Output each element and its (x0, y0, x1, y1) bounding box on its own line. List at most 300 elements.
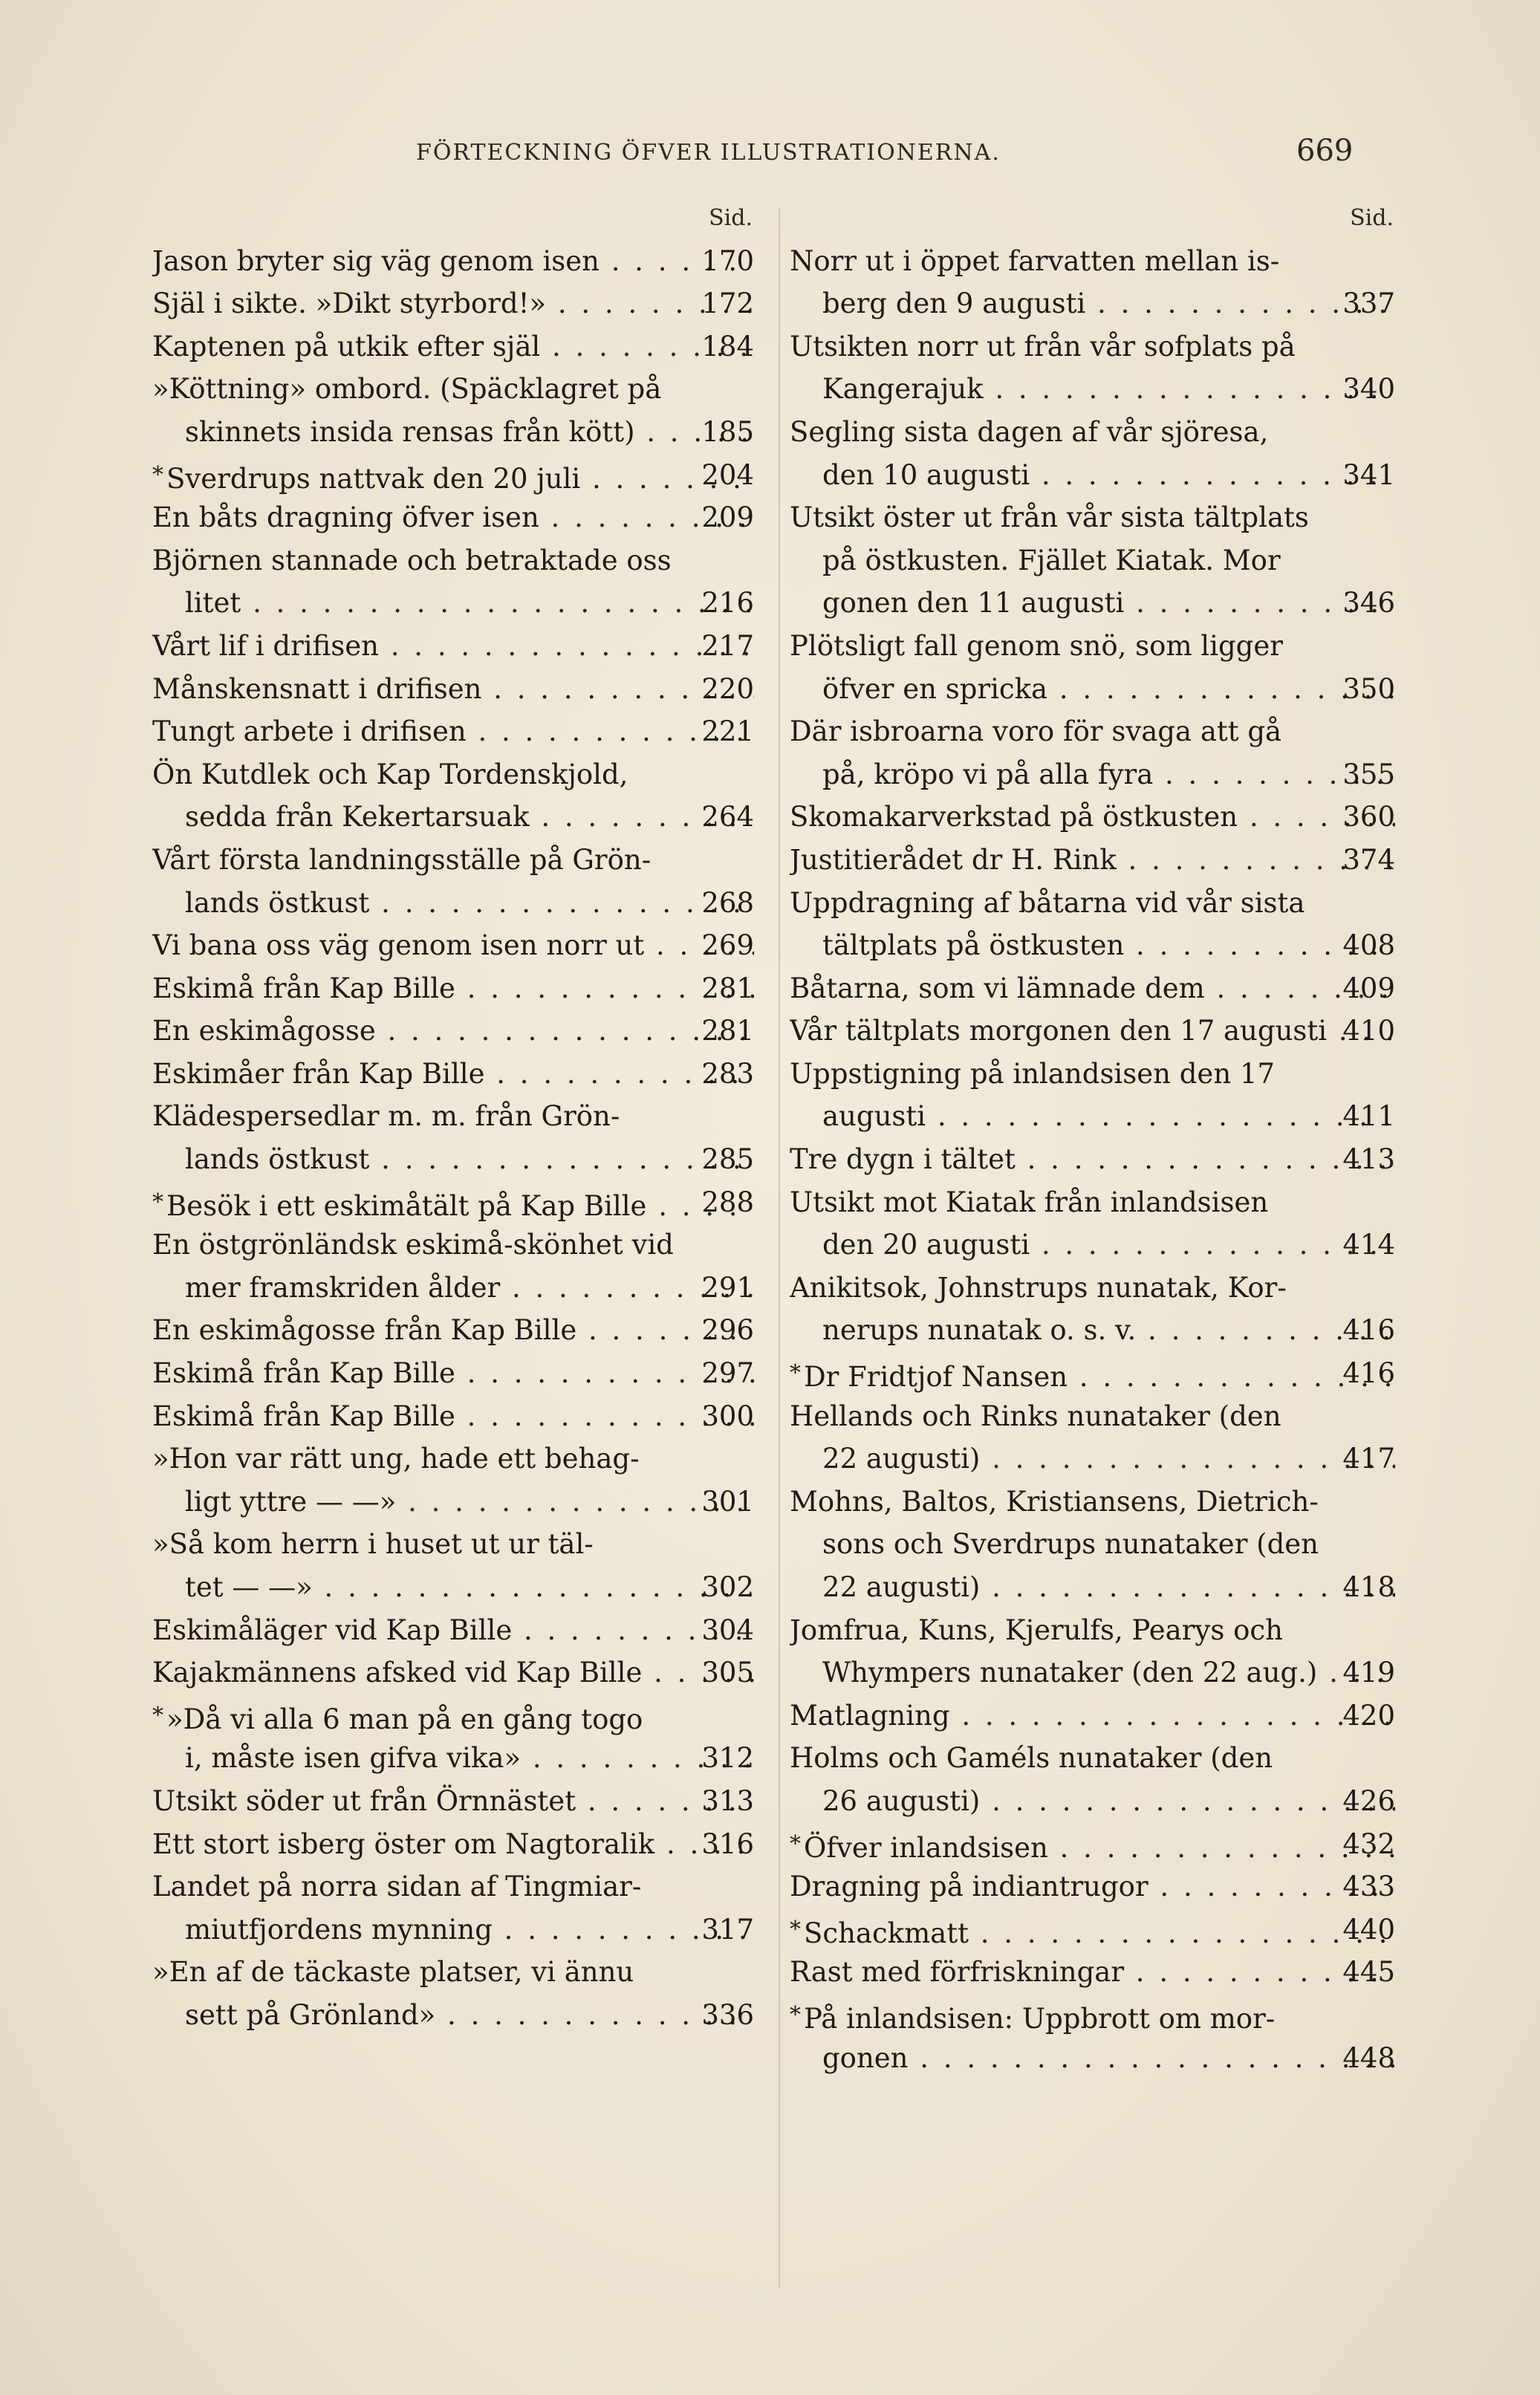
entry-title: Skomakarverkstad på östkusten (790, 801, 1238, 833)
entry-line (790, 325, 1395, 368)
entry-title: öfver en spricka (822, 672, 1048, 705)
page-reference: 408 (1342, 929, 1395, 962)
entry-line (152, 796, 754, 839)
illustration-entry (790, 882, 1395, 967)
illustration-entry (152, 839, 754, 924)
illustration-entry (152, 539, 754, 625)
entry-title: sedda från Kekertarsuak (185, 801, 530, 833)
page-reference: 317 (701, 1913, 754, 1946)
entry-line (790, 1994, 1395, 2037)
entry-line (790, 668, 1395, 711)
entry-title: Justitierådet dr H. Rink (790, 843, 1117, 876)
entry-line (790, 882, 1395, 925)
asterisk-mark: * (152, 1702, 163, 1729)
page-reference: 221 (701, 715, 754, 748)
page-reference: 312 (701, 1742, 754, 1775)
entry-line (152, 282, 754, 325)
entry-line (152, 411, 754, 454)
entry-title: Båtarna, som vi lämnade dem (790, 972, 1205, 1004)
entry-title: Utsikten norr ut från vår sofplats på (790, 330, 1296, 363)
entry-title: augusti (822, 1100, 926, 1133)
entry-line (790, 1908, 1395, 1952)
entry-title: Schackmatt (804, 1917, 969, 1949)
asterisk-mark: * (790, 1360, 801, 1387)
illustration-entry (152, 368, 754, 453)
entry-line (152, 368, 754, 411)
page-reference: 419 (1342, 1657, 1395, 1689)
page-reference: 268 (701, 886, 754, 919)
entry-title: miutfjordens mynning (185, 1913, 493, 1946)
entry-title: Själ i sikte. »Dikt styrbord!» (152, 287, 547, 320)
entry-line (790, 1395, 1395, 1438)
entry-title: En eskimågosse från Kap Bille (152, 1314, 577, 1347)
entry-title: Ön Kutdlek och Kap Tordenskjold, (152, 758, 628, 790)
illustration-entry (152, 1395, 754, 1438)
asterisk-mark: * (790, 1916, 801, 1943)
page-reference: 374 (1342, 843, 1395, 876)
page-reference: 433 (1342, 1871, 1395, 1903)
entry-title: lands östkust (185, 886, 370, 919)
asterisk-mark: * (790, 2001, 801, 2028)
left-column (152, 197, 754, 2037)
illustration-entry (152, 1651, 754, 1694)
column-divider (779, 208, 780, 2288)
page-reference: 220 (701, 672, 754, 705)
entry-title: Utsikt mot Kiatak från inlandsisen (790, 1186, 1269, 1218)
page-reference: 291 (701, 1271, 754, 1304)
entry-line (152, 1267, 754, 1310)
page-reference: 346 (1342, 587, 1395, 620)
entry-line (152, 1651, 754, 1694)
entry-title: nerups nunatak o. s. v. (822, 1314, 1137, 1347)
page-reference: 418 (1342, 1571, 1395, 1603)
entry-line (152, 753, 754, 796)
entry-title: Ett stort isberg öster om Nagtoralik (152, 1827, 655, 1860)
entry-title: Månskensnatt i drifisen (152, 672, 482, 705)
entry-line (790, 1481, 1395, 1524)
page-reference: 285 (701, 1143, 754, 1176)
page-reference: 420 (1342, 1699, 1395, 1732)
entry-line (790, 1865, 1395, 1908)
entry-line (790, 967, 1395, 1010)
entry-title: Vi bana oss väg genom isen norr ut (152, 929, 645, 962)
entry-line (152, 240, 754, 283)
illustration-entry (152, 282, 754, 325)
entry-line (790, 1951, 1395, 1994)
illustration-entry (152, 1053, 754, 1096)
illustration-entry (152, 1823, 754, 1866)
entry-title: »Då vi alla 6 man på en gång togo (166, 1703, 643, 1735)
entry-title: Dragning på indiantrugor (790, 1871, 1148, 1903)
page-reference: 413 (1342, 1143, 1395, 1176)
entry-title: Uppstigning på inlandsisen den 17 (790, 1057, 1275, 1090)
entry-title: Vår tältplats morgonen den 17 augusti (790, 1015, 1328, 1047)
page-reference: 445 (1342, 1956, 1395, 1989)
page-reference: 288 (701, 1186, 754, 1218)
entry-title: Landet på norra sidan af Tingmiar- (152, 1871, 642, 1903)
entry-line (152, 668, 754, 711)
asterisk-mark: * (152, 1189, 163, 1215)
entry-title: tet — —» (185, 1571, 313, 1603)
illustration-entry (152, 1437, 754, 1523)
entry-line (790, 1523, 1395, 1566)
entry-title: Whympers nunataker (den 22 aug.) (822, 1657, 1318, 1689)
entry-title: »Köttning» ombord. (Späcklagret på (152, 373, 662, 406)
illustration-entry (790, 1481, 1395, 1609)
illustration-entry (790, 710, 1395, 796)
entry-line (790, 1224, 1395, 1267)
entry-title: sons och Sverdrups nunataker (den (822, 1528, 1319, 1561)
entry-line (790, 1780, 1395, 1823)
entry-title: gonen den 11 augusti (822, 587, 1125, 620)
page-reference: 305 (701, 1657, 754, 1689)
illustration-entry (790, 1138, 1395, 1181)
page-reference: 417 (1342, 1443, 1395, 1475)
entry-line (790, 1352, 1395, 1395)
entry-title: Holms och Gaméls nunataker (den (790, 1742, 1273, 1775)
entry-line (152, 1053, 754, 1096)
entry-title: Björnen stannade och betraktade oss (152, 544, 672, 576)
entry-line (152, 1352, 754, 1395)
entry-line (152, 1095, 754, 1138)
entry-title: Dr Fridtjof Nansen (804, 1361, 1068, 1394)
page-reference: 281 (701, 1015, 754, 1047)
entry-line (152, 882, 754, 925)
entry-title: Kaptenen på utkik efter själ (152, 330, 541, 363)
entry-title: sett på Grönland» (185, 1998, 436, 2031)
entry-line (152, 839, 754, 882)
entry-line (790, 368, 1395, 411)
entry-line (152, 539, 754, 582)
entry-line (152, 1138, 754, 1181)
entry-line (790, 1053, 1395, 1096)
running-title: FÖRTECKNING ÖFVER ILLUSTRATIONERNA. (416, 140, 1001, 166)
page-reference: 440 (1342, 1913, 1395, 1946)
entry-line (152, 924, 754, 967)
illustration-entry (790, 325, 1395, 411)
entry-title: På inlandsisen: Uppbrott om mor- (804, 2002, 1276, 2035)
illustration-entry (790, 1267, 1395, 1352)
entry-title: Uppdragning af båtarna vid vår sista (790, 886, 1305, 919)
illustration-entry (152, 625, 754, 668)
asterisk-mark: * (790, 1830, 801, 1857)
illustration-entry (152, 1352, 754, 1395)
entry-line (152, 1481, 754, 1524)
entry-title: Anikitsok, Johnstrups nunatak, Kor- (790, 1271, 1287, 1304)
entry-line (152, 1609, 754, 1652)
entry-list (790, 240, 1395, 2080)
illustration-entry (152, 496, 754, 539)
entry-line (152, 1566, 754, 1609)
page-reference: 336 (701, 1998, 754, 2031)
entry-line (790, 1823, 1395, 1866)
page-reference: 355 (1342, 758, 1395, 790)
entry-line (790, 2037, 1395, 2080)
entry-line (152, 1694, 754, 1738)
entry-title: »Så kom herrn i huset ut ur täl- (152, 1528, 594, 1561)
illustration-entry (790, 1352, 1395, 1395)
page-reference: 297 (701, 1357, 754, 1390)
page-number: 669 (1296, 134, 1354, 168)
page-reference: 416 (1342, 1357, 1395, 1390)
illustration-entry (152, 325, 754, 368)
entry-line (152, 1224, 754, 1267)
entry-line (152, 625, 754, 668)
illustration-entry (152, 1095, 754, 1180)
illustration-entry (790, 625, 1395, 710)
entry-line (152, 1780, 754, 1823)
page-reference: 300 (701, 1400, 754, 1432)
page-reference: 170 (701, 244, 754, 277)
entry-title: 22 augusti) (822, 1443, 981, 1475)
entry-list (152, 240, 754, 2037)
entry-line (790, 1566, 1395, 1609)
entry-title: Hellands och Rinks nunataker (den (790, 1400, 1281, 1432)
entry-title: Klädespersedlar m. m. från Grön- (152, 1100, 620, 1133)
page-reference: 281 (701, 972, 754, 1004)
illustration-entry (152, 967, 754, 1010)
entry-title: Tungt arbete i drifisen (152, 715, 467, 748)
entry-title: Eskimåläger vid Kap Bille (152, 1614, 513, 1646)
sid-label: Sid. (709, 205, 753, 231)
page-reference: 296 (701, 1314, 754, 1347)
entry-title: på, kröpo vi på alla fyra (822, 758, 1154, 790)
page-reference: 185 (701, 415, 754, 448)
illustration-entry (152, 1224, 754, 1309)
entry-title: Vårt lif i drifisen (152, 629, 380, 662)
page-reference: 217 (701, 629, 754, 662)
entry-title: på östkusten. Fjället Kiatak. Mor (822, 544, 1281, 576)
illustration-entry (790, 1609, 1395, 1694)
entry-title: Tre dygn i tältet (790, 1143, 1016, 1176)
entry-line (152, 454, 754, 497)
illustration-entry (152, 454, 754, 497)
entry-line (152, 1823, 754, 1866)
entry-title: Kajakmännens afsked vid Kap Bille (152, 1657, 643, 1689)
entry-title: Eskimå från Kap Bille (152, 1400, 455, 1432)
entry-line (790, 625, 1395, 668)
page-reference: 269 (701, 929, 754, 962)
illustration-entry (790, 839, 1395, 882)
page-reference: 340 (1342, 373, 1395, 406)
page-reference: 209 (701, 501, 754, 534)
illustration-entry (152, 1523, 754, 1608)
illustration-entry (152, 1181, 754, 1224)
entry-title: ligt yttre — —» (185, 1485, 397, 1518)
entry-title: Rast med förfriskningar (790, 1956, 1125, 1989)
entry-line (152, 1181, 754, 1224)
illustration-entry (790, 1737, 1395, 1822)
entry-title: »En af de täckaste platser, vi ännu (152, 1956, 634, 1989)
page-reference: 411 (1342, 1100, 1395, 1133)
illustration-entry (790, 1951, 1395, 1994)
entry-line (790, 582, 1395, 625)
entry-line (790, 1267, 1395, 1310)
entry-title: Jason bryter sig väg genom isen (152, 244, 600, 277)
entry-title: Jomfrua, Kuns, Kjerulfs, Pearys och (790, 1614, 1283, 1646)
entry-line (152, 1523, 754, 1566)
entry-line (790, 539, 1395, 582)
entry-title: litet (185, 587, 241, 620)
illustration-entry (152, 710, 754, 753)
page-reference: 184 (701, 330, 754, 363)
entry-line (152, 1994, 754, 2037)
entry-line (790, 1609, 1395, 1652)
entry-line (790, 1737, 1395, 1780)
asterisk-mark: * (152, 461, 163, 488)
entry-title: Plötsligt fall genom snö, som ligger (790, 629, 1283, 662)
entry-line (152, 582, 754, 625)
entry-line (152, 1908, 754, 1952)
entry-line (152, 1951, 754, 1994)
entry-title: 22 augusti) (822, 1571, 981, 1603)
entry-line (790, 1437, 1395, 1481)
page-reference: 172 (701, 287, 754, 320)
illustration-entry (790, 796, 1395, 839)
page-reference: 216 (701, 587, 754, 620)
illustration-entry (790, 1994, 1395, 2079)
entry-line (790, 839, 1395, 882)
page-reference: 283 (701, 1057, 754, 1090)
illustration-entry (790, 411, 1395, 496)
page-reference: 204 (701, 458, 754, 491)
entry-title: Eskimå från Kap Bille (152, 1357, 455, 1390)
page-reference: 448 (1342, 2041, 1395, 2074)
entry-title: tältplats på östkusten (822, 929, 1125, 962)
page-reference: 360 (1342, 801, 1395, 833)
entry-title: lands östkust (185, 1143, 370, 1176)
entry-title: Eskimåer från Kap Bille (152, 1057, 485, 1090)
illustration-entry (152, 1865, 754, 1951)
entry-line (152, 1010, 754, 1053)
entry-title: En eskimågosse (152, 1015, 376, 1047)
illustration-entry (152, 1010, 754, 1053)
entry-title: den 20 augusti (822, 1229, 1030, 1261)
entry-line (790, 454, 1395, 497)
page-reference: 302 (701, 1571, 754, 1603)
entry-title: mer framskriden ålder (185, 1271, 501, 1304)
illustration-entry (790, 1053, 1395, 1138)
entry-line (790, 411, 1395, 454)
entry-title: Utsikt öster ut från vår sista tältplats (790, 501, 1309, 534)
entry-line (790, 1138, 1395, 1181)
entry-title: 26 augusti) (822, 1784, 981, 1817)
entry-title: den 10 augusti (822, 458, 1030, 491)
entry-line (790, 796, 1395, 839)
entry-line (152, 1395, 754, 1438)
illustration-entry (152, 924, 754, 967)
page-reference: 410 (1342, 1015, 1395, 1047)
illustration-entry (790, 1865, 1395, 1908)
entry-line (790, 1651, 1395, 1694)
entry-line (790, 710, 1395, 753)
entry-title: Vårt första landningsställe på Grön- (152, 843, 652, 876)
right-column (790, 197, 1395, 2079)
entry-title: Där isbroarna voro för svaga att gå (790, 715, 1282, 748)
page-reference: 337 (1342, 287, 1395, 320)
entry-line (790, 282, 1395, 325)
illustration-entry (790, 1010, 1395, 1053)
entry-title: Sverdrups nattvak den 20 juli (166, 462, 581, 495)
page-reference: 304 (701, 1614, 754, 1646)
illustration-entry (790, 240, 1395, 325)
entry-line (152, 1865, 754, 1908)
illustration-entry (152, 1951, 754, 2036)
page-reference: 316 (701, 1827, 754, 1860)
illustration-entry (152, 1309, 754, 1352)
entry-title: Matlagning (790, 1699, 950, 1732)
illustration-entry (152, 1609, 754, 1652)
entry-title: Segling sista dagen af vår sjöresa, (790, 415, 1269, 448)
entry-line (790, 753, 1395, 796)
entry-title: Eskimå från Kap Bille (152, 972, 455, 1004)
entry-line (790, 1181, 1395, 1224)
page-reference: 350 (1342, 672, 1395, 705)
entry-line (152, 967, 754, 1010)
page-reference: 341 (1342, 458, 1395, 491)
page-reference: 409 (1342, 972, 1395, 1004)
page-reference: 414 (1342, 1229, 1395, 1261)
entry-title: Besök i ett eskimåtält på Kap Bille (166, 1189, 647, 1222)
entry-title: Mohns, Baltos, Kristiansens, Dietrich- (790, 1485, 1319, 1518)
illustration-entry (790, 1823, 1395, 1866)
entry-line (790, 1309, 1395, 1352)
entry-title: berg den 9 augusti (822, 287, 1086, 320)
illustration-entry (152, 240, 754, 283)
entry-title: Norr ut i öppet farvatten mellan is- (790, 244, 1280, 277)
illustration-entry (152, 1694, 754, 1780)
illustration-entry (152, 1780, 754, 1823)
entry-title: Utsikt söder ut från Örnnästet (152, 1784, 576, 1817)
page-reference: 301 (701, 1485, 754, 1518)
entry-line (790, 240, 1395, 283)
page-reference: 264 (701, 801, 754, 833)
illustration-entry (790, 1694, 1395, 1738)
entry-title: En båts dragning öfver isen (152, 501, 539, 534)
illustration-entry (790, 1395, 1395, 1481)
page-reference: 313 (701, 1784, 754, 1817)
entry-line (152, 496, 754, 539)
illustration-entry (152, 668, 754, 711)
sid-label: Sid. (1350, 205, 1394, 231)
page-reference: 426 (1342, 1784, 1395, 1817)
illustration-entry (790, 1908, 1395, 1952)
illustration-entry (152, 753, 754, 839)
illustration-entry (790, 1181, 1395, 1267)
entry-line (790, 1694, 1395, 1738)
entry-line (152, 710, 754, 753)
entry-line (790, 1095, 1395, 1138)
entry-title: En östgrönländsk eskimå-skönhet vid (152, 1229, 674, 1261)
entry-line (790, 1010, 1395, 1053)
entry-title: Kangerajuk (822, 373, 984, 406)
illustration-entry (790, 967, 1395, 1010)
entry-line (790, 924, 1395, 967)
entry-line (790, 496, 1395, 539)
entry-line (152, 1309, 754, 1352)
page-reference: 416 (1342, 1314, 1395, 1347)
entry-line (152, 1437, 754, 1481)
page-reference: 432 (1342, 1827, 1395, 1860)
entry-title: i, måste isen gifva vika» (185, 1742, 522, 1775)
entry-title: gonen (822, 2041, 909, 2074)
entry-title: skinnets insida rensas från kött) (185, 415, 635, 448)
entry-title: »Hon var rätt ung, hade ett behag- (152, 1443, 640, 1475)
entry-title: Öfver inlandsisen (804, 1831, 1048, 1864)
entry-line (152, 1737, 754, 1780)
entry-line (152, 325, 754, 368)
illustration-entry (790, 496, 1395, 625)
